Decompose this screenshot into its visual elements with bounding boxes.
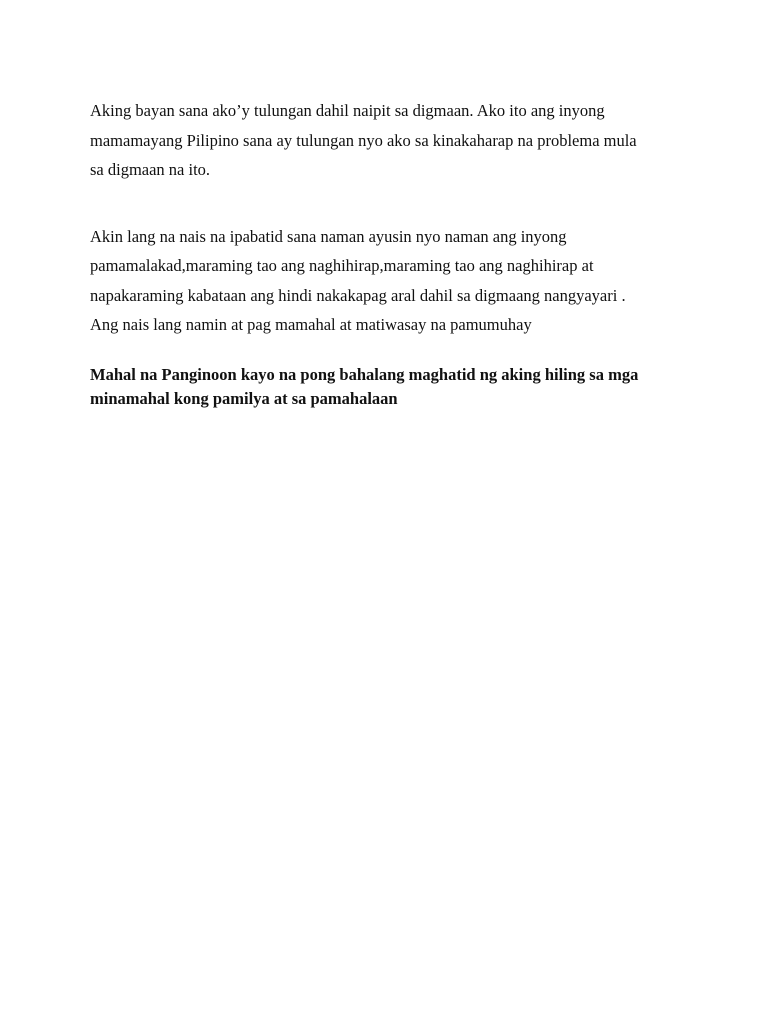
paragraph-1-line-2: mamamayang Pilipino sana ay tulungan nyo ako sa kinakaharap na problema mula: [90, 130, 637, 150]
paragraph-1: [90, 96, 690, 185]
paragraph-2-line-2: pamamalakad,maraming tao ang naghihirap,maraming tao ang naghihirap at: [90, 256, 594, 275]
paragraph-2: [90, 222, 690, 340]
paragraph-3-line-2: minamahal kong pamilya at sa pamahalaan: [90, 388, 398, 408]
paragraph-2-line-3: napakaraming kabataan ang hindi nakakapag aral dahil sa digmaang nangyayari .: [90, 285, 626, 305]
paragraph-1-line-1: Aking bayan sana ako’y tulungan dahil naipit sa digmaan. Ako ito ang inyong: [90, 101, 605, 120]
closing-prayer-paragraph: [90, 363, 690, 411]
paragraph-2-line-4: Ang nais lang namin at pag mamahal at matiwasay na pamumuhay: [90, 315, 532, 334]
paragraph-3-line-1: Mahal na Panginoon kayo na pong bahalang maghatid ng aking hiling sa mga: [90, 364, 639, 384]
document-body: [90, 96, 690, 411]
paragraph-1-line-3: sa digmaan na ito.: [90, 160, 211, 179]
paragraph-2-line-1: Akin lang na nais na ipabatid sana naman ayusin nyo naman ang inyong: [90, 226, 567, 246]
